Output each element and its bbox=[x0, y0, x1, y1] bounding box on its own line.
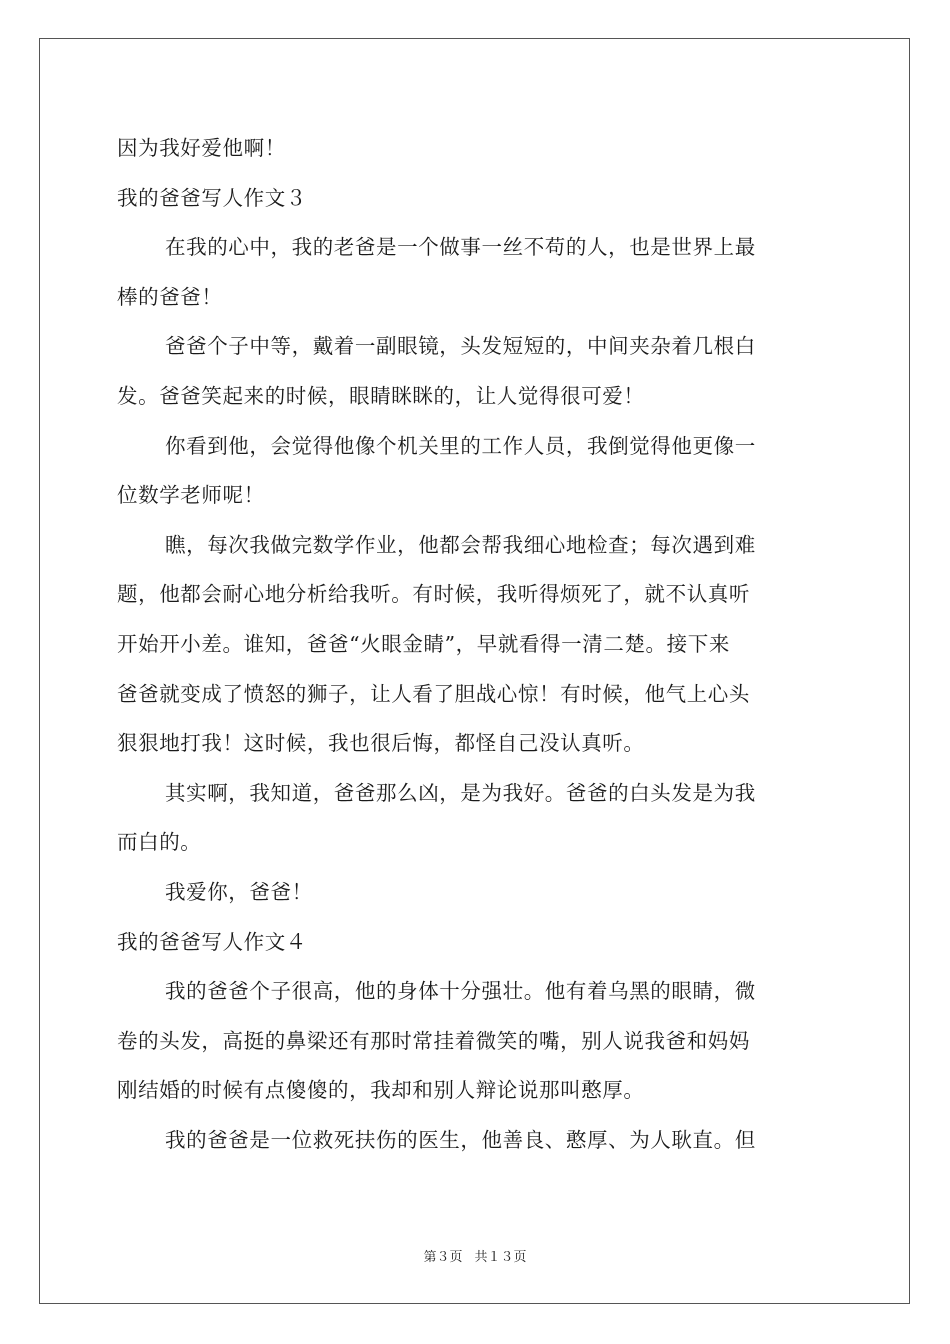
essay-heading: 我的爸爸写人作文４ bbox=[117, 929, 307, 954]
text-line: 瞧，每次我做完数学作业，他都会帮我细心地检查；每次遇到难 bbox=[165, 532, 756, 557]
text-line: 我的爸爸是一位救死扶伤的医生，他善良、憨厚、为人耿直。但 bbox=[165, 1127, 756, 1152]
text-line: 因为我好爱他啊！ bbox=[117, 136, 286, 160]
text-line: 爸爸个子中等，戴着一副眼镜，头发短短的，中间夹杂着几根白 bbox=[165, 334, 756, 359]
text-line: 刚结婚的时候有点傻傻的，我却和别人辩论说那叫憨厚。 bbox=[117, 1078, 645, 1103]
text-line: 发。爸爸笑起来的时候，眼睛眯眯的，让人觉得很可爱！ bbox=[117, 383, 645, 408]
page-footer bbox=[0, 1246, 950, 1265]
total-pages: 共１３页 bbox=[474, 1250, 527, 1265]
text-line: 开始开小差。谁知，爸爸“火眼金睛”，早就看得一清二楚。接下来 bbox=[117, 631, 730, 656]
text-line: 你看到他，会觉得他像个机关里的工作人员，我倒觉得他更像一 bbox=[165, 433, 756, 458]
essay-heading: 我的爸爸写人作文３ bbox=[117, 185, 307, 210]
document-body bbox=[117, 124, 833, 1165]
text-line: 题，他都会耐心地分析给我听。有时候，我听得烦死了，就不认真听 bbox=[117, 582, 750, 607]
text-line: 我的爸爸个子很高，他的身体十分强壮。他有着乌黑的眼睛，微 bbox=[165, 979, 756, 1004]
text-line: 我爱你，爸爸！ bbox=[165, 879, 313, 904]
text-line: 其实啊，我知道，爸爸那么凶，是为我好。爸爸的白头发是为我 bbox=[165, 780, 756, 805]
page-number: 第３页 bbox=[423, 1250, 463, 1265]
text-line: 位数学老师呢！ bbox=[117, 483, 265, 508]
text-line: 而白的。 bbox=[117, 830, 202, 855]
text-line: 卷的头发，高挺的鼻梁还有那时常挂着微笑的嘴，别人说我爸和妈妈 bbox=[117, 1028, 750, 1053]
text-line: 在我的心中，我的老爸是一个做事一丝不苟的人，也是世界上最 bbox=[165, 235, 756, 260]
text-line: 狠狠地打我！这时候，我也很后悔，都怪自己没认真听。 bbox=[117, 731, 645, 756]
text-line: 爸爸就变成了愤怒的狮子，让人看了胆战心惊！有时候，他气上心头 bbox=[117, 681, 750, 706]
text-line: 棒的爸爸！ bbox=[117, 284, 223, 309]
